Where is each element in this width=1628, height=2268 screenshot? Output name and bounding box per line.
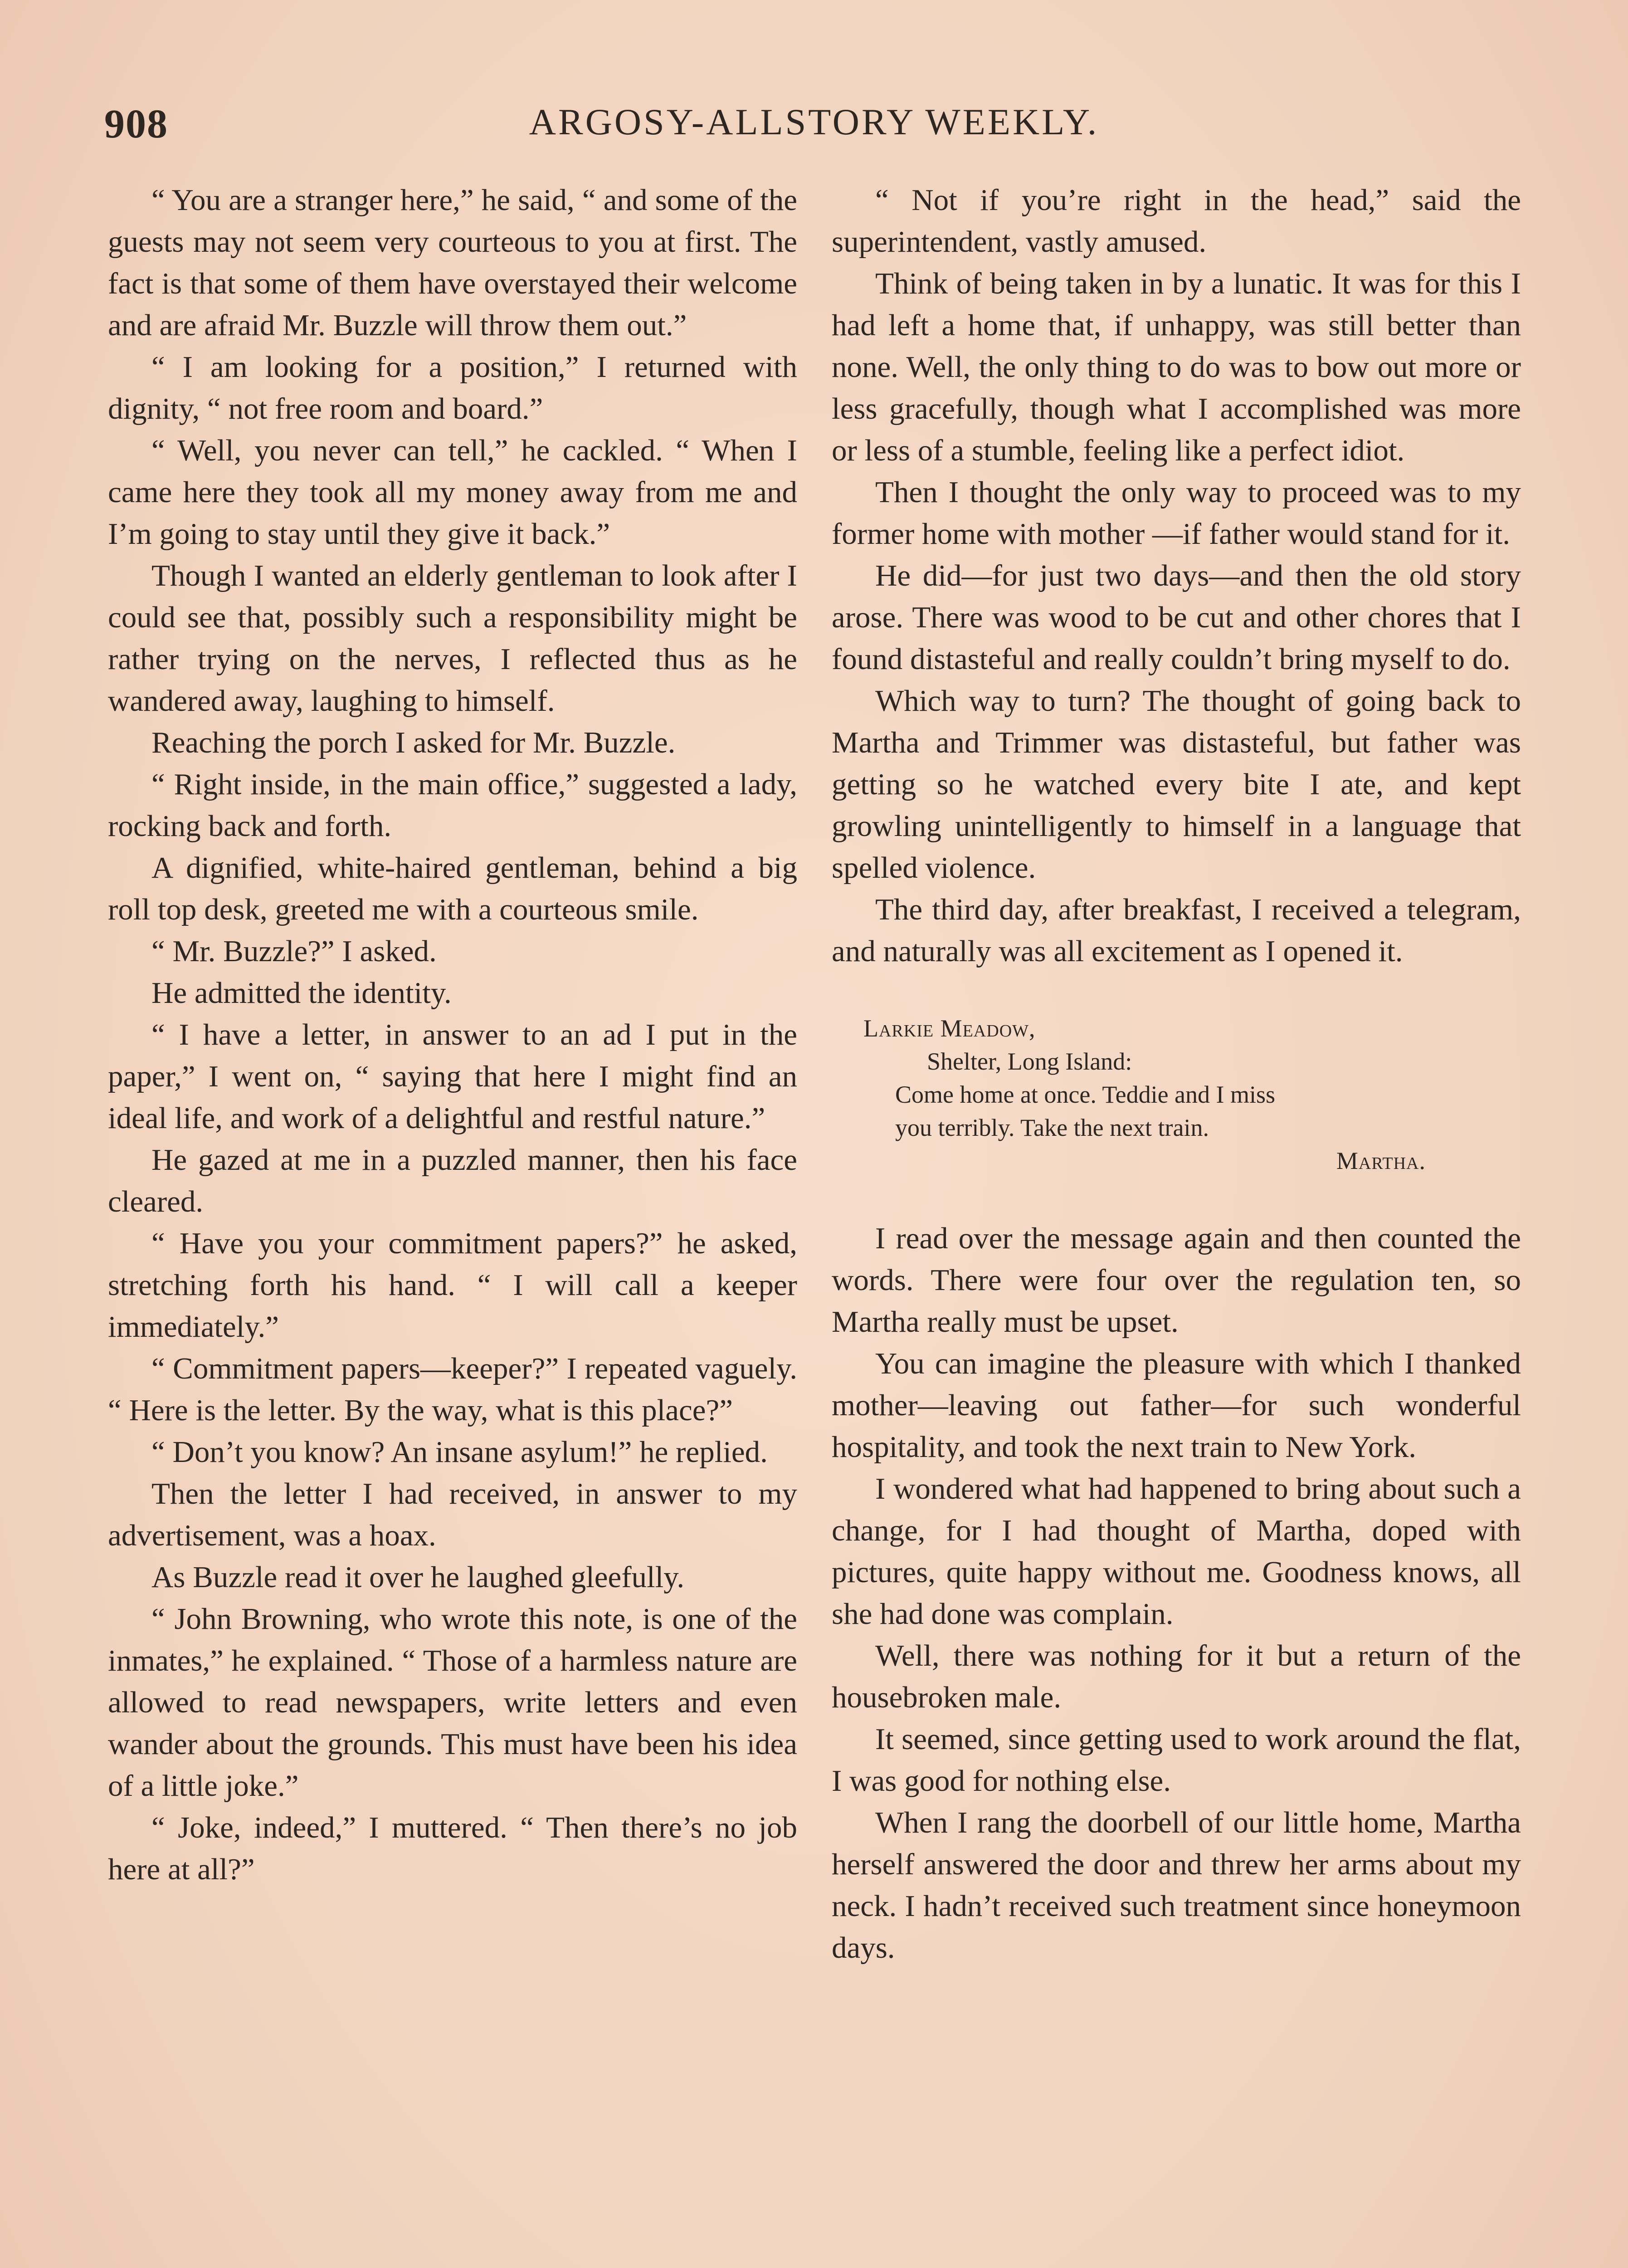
left-column: [108, 179, 797, 1890]
paragraph: He gazed at me in a puzzled manner, then his face cleared.: [108, 1143, 797, 1218]
paragraph: Reaching the porch I asked for Mr. Buzzle.: [151, 726, 676, 759]
paragraph: Then I thought the only way to proceed was to my former home with mother —if father would stand for it.: [832, 475, 1521, 551]
page-number: 908: [104, 102, 168, 147]
telegram-block: [832, 1012, 1521, 1178]
paragraph: “ I have a letter, in answer to an ad I put in the paper,” I went on, “ saying that here I might find an ideal life, and work of a delightful and restful nature.”: [108, 1018, 797, 1135]
telegram-line: you terribly. Take the next train.: [895, 1114, 1209, 1141]
paragraph: He did—for just two days—and then the old story arose. There was wood to be cut and other chores that I found distasteful and really couldn’t bring myself to do.: [832, 559, 1521, 676]
paragraph: “ Mr. Buzzle?” I asked.: [151, 934, 437, 968]
paragraph: When I rang the doorbell of our little home, Martha herself answered the door and threw her arms about my neck. I hadn’t received such treatment since honeymoon days.: [832, 1806, 1521, 1965]
paragraph: A dignified, white-haired gentleman, behind a big roll top desk, greeted me with a courteous smile.: [108, 851, 797, 926]
paragraph: “ Have you your commitment papers?” he asked, stretching forth his hand. “ I will call a keeper immediately.”: [108, 1227, 797, 1344]
paragraph: The third day, after breakfast, I received a telegram, and naturally was all excitement as I opened it.: [832, 893, 1521, 968]
paragraph: “ Right inside, in the main office,” suggested a lady, rocking back and forth.: [108, 767, 797, 843]
paragraph: Then the letter I had received, in answer to my advertisement, was a hoax.: [108, 1477, 797, 1552]
paragraph: As Buzzle read it over he laughed gleefully.: [151, 1560, 685, 1594]
paragraph: I wondered what had happened to bring about such a change, for I had thought of Martha, doped with pictures, quite happy without me. Goodness knows, all she had done was complain.: [832, 1472, 1521, 1631]
right-column: [832, 179, 1521, 1969]
telegram-line: Come home at once. Teddie and I miss: [895, 1081, 1276, 1108]
paragraph: “ Commitment papers—keeper?” I repeated vaguely. “ Here is the letter. By the way, what is this place?”: [108, 1352, 797, 1427]
paragraph: “ You are a stranger here,” he said, “ and some of the guests may not seem very courteous to you at first. The fact is that some of them have overstayed their welcome and are afraid Mr. Buzzle will throw them out.”: [108, 183, 797, 342]
paragraph: I read over the message again and then counted the words. There were four over the regulation ten, so Martha really must be upset.: [832, 1222, 1521, 1339]
paragraph: “ I am looking for a position,” I returned with dignity, “ not free room and board.”: [108, 350, 797, 425]
paragraph: “ Don’t you know? An insane asylum!” he replied.: [151, 1435, 768, 1469]
page-header: [104, 101, 1524, 151]
telegram-signature: Martha.: [1336, 1147, 1426, 1174]
paragraph: “ Joke, indeed,” I muttered. “ Then there’s no job here at all?”: [108, 1811, 797, 1886]
paragraph: Though I wanted an elderly gentleman to look after I could see that, possibly such a responsibility might be rather trying on the nerves, I reflected thus as he wandered away, laughing to himself.: [108, 559, 797, 718]
paragraph: It seemed, since getting used to work around the flat, I was good for nothing else.: [832, 1722, 1521, 1798]
paragraph: Think of being taken in by a lunatic. It was for this I had left a home that, if unhappy, was still better than none. Well, the only thing to do was to bow out more or less gracefully, though what I accomplished was more or less of a stumble, feeling like a perfect idiot.: [832, 267, 1521, 467]
paragraph: “ Not if you’re right in the head,” said the superintendent, vastly amused.: [832, 183, 1521, 259]
telegram-recipient: Larkie Meadow,: [863, 1015, 1036, 1042]
running-head: ARGOSY-ALLSTORY WEEKLY.: [529, 101, 1099, 142]
telegram-address: Shelter, Long Island:: [927, 1048, 1132, 1075]
paragraph: Well, there was nothing for it but a return of the housebroken male.: [832, 1639, 1521, 1714]
paragraph: Which way to turn? The thought of going back to Martha and Trimmer was distasteful, but father was getting so he watched every bite I ate, and kept growling unintelligently to himself in a language that spelled violence.: [832, 684, 1521, 885]
paragraph: “ John Browning, who wrote this note, is one of the inmates,” he explained. “ Those of a harmless nature are allowed to read newspapers, write letters and even wander about the grounds. This must have been his idea of a little joke.”: [108, 1602, 797, 1803]
telegram-message: [895, 1078, 1507, 1144]
paragraph: You can imagine the pleasure with which I thanked mother—leaving out father—for such wonderful hospitality, and took the next train to New York.: [832, 1347, 1521, 1464]
paragraph: “ Well, you never can tell,” he cackled. “ When I came here they took all my money away from me and I’m going to stay until they give it back.”: [108, 434, 797, 551]
paragraph: He admitted the identity.: [151, 976, 452, 1010]
